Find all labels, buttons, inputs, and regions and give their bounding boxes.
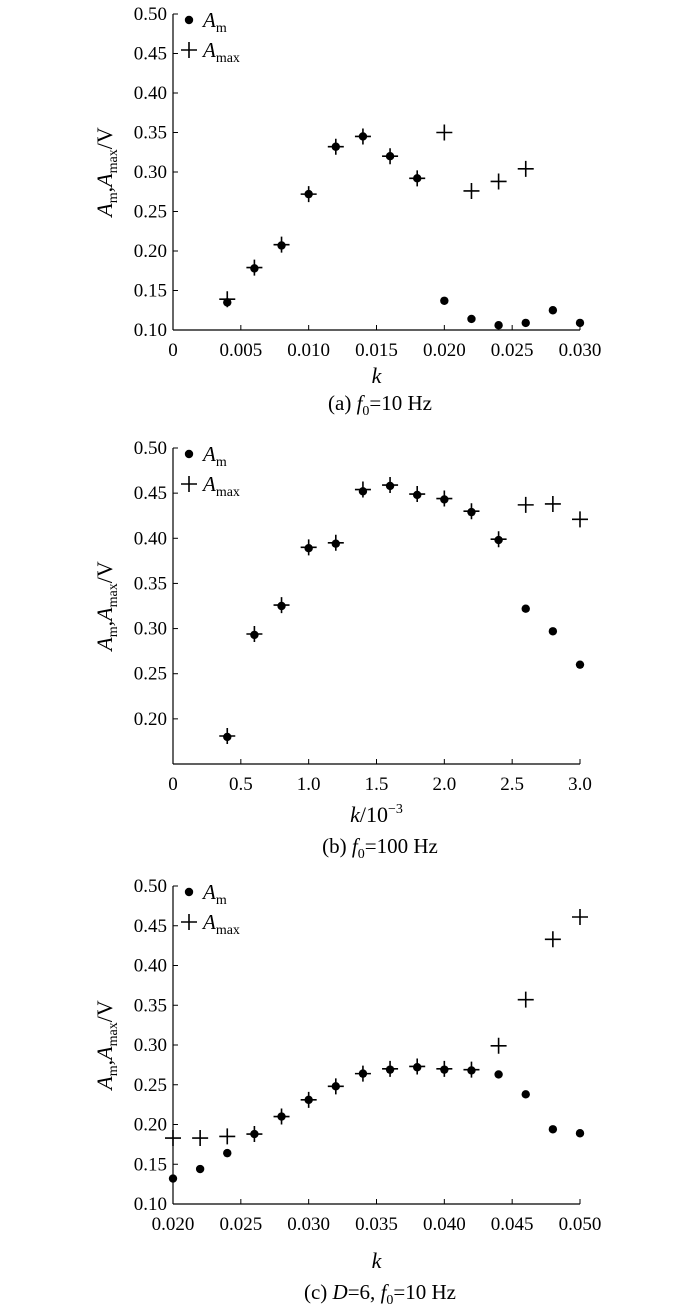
point-amax	[219, 728, 235, 744]
point-amax	[382, 1061, 398, 1077]
legend-label-amax: $A_{max}$	[203, 38, 240, 66]
point-amax	[165, 1130, 181, 1146]
y-tick-label: 0.45	[133, 915, 167, 937]
y-tick-label: 0.20	[133, 708, 167, 730]
point-am	[223, 1149, 231, 1157]
point-amax	[328, 139, 344, 155]
point-amax	[409, 1058, 425, 1074]
y-tick-label: 0.15	[133, 280, 167, 302]
point-am	[522, 319, 530, 327]
point-am	[522, 1090, 530, 1098]
point-amax	[355, 1066, 371, 1082]
y-tick-label: 0.35	[133, 573, 167, 595]
point-amax	[463, 1062, 479, 1078]
legend-dot-icon	[185, 888, 193, 896]
y-tick-label: 0.40	[133, 528, 167, 550]
point-amax	[328, 1078, 344, 1094]
point-am	[549, 627, 557, 635]
point-amax	[518, 161, 534, 177]
point-am	[440, 297, 448, 305]
x-tick-label: 1.5	[364, 774, 389, 795]
point-amax	[436, 491, 452, 507]
point-amax	[382, 148, 398, 164]
legend-plus-icon	[181, 42, 197, 58]
y-tick-label: 0.35	[133, 122, 167, 144]
y-tick-label: 0.25	[133, 663, 167, 685]
x-tick-label: 0.020	[151, 1214, 195, 1235]
point-am	[467, 315, 475, 323]
point-amax	[301, 1092, 317, 1108]
x-axis-label: $k/10^{-3}$	[350, 802, 403, 827]
point-amax	[436, 125, 452, 141]
point-amax	[219, 1128, 235, 1144]
point-amax	[463, 503, 479, 519]
y-tick-label: 0.20	[133, 241, 167, 262]
y-axis-label: $A_m,A_{max}/V$	[92, 127, 121, 217]
y-tick-label: 0.50	[133, 876, 167, 897]
chart-1	[92, 438, 592, 862]
y-tick-label: 0.25	[133, 1074, 167, 1096]
legend	[181, 442, 240, 500]
y-axis-label: $A_m,A_{max}/V$	[92, 1000, 121, 1090]
point-amax	[382, 477, 398, 493]
point-am	[169, 1174, 177, 1182]
point-amax	[274, 1109, 290, 1125]
y-tick-label: 0.30	[133, 162, 167, 183]
point-am	[549, 1125, 557, 1133]
legend-label-am: $A_m$	[203, 8, 227, 36]
point-amax	[301, 186, 317, 202]
point-amax	[409, 170, 425, 186]
x-axis-label: k	[371, 1248, 382, 1273]
point-amax	[491, 1038, 507, 1054]
x-tick-label: 0.050	[558, 1214, 602, 1235]
x-tick-label: 1.0	[296, 774, 321, 795]
x-tick-label: 0.005	[219, 340, 263, 361]
point-amax	[355, 482, 371, 498]
point-amax	[518, 992, 534, 1008]
chart-caption: (b) $f_0=100$ Hz	[322, 834, 438, 862]
legend-label-amax: $A_{max}$	[203, 910, 240, 938]
point-am	[494, 1070, 502, 1078]
point-amax	[274, 597, 290, 613]
point-am	[522, 605, 530, 613]
point-amax	[491, 173, 507, 189]
point-amax	[274, 237, 290, 253]
x-tick-label: 0	[168, 340, 178, 361]
chart-2	[92, 876, 601, 1308]
x-tick-label: 2.5	[500, 774, 525, 795]
point-amax	[246, 260, 262, 276]
legend-label-am: $A_m$	[203, 442, 227, 470]
y-tick-label: 0.50	[133, 4, 167, 25]
x-tick-label: 0.040	[422, 1214, 466, 1235]
point-amax	[219, 291, 235, 307]
point-amax	[491, 531, 507, 547]
y-tick-label: 0.35	[133, 995, 167, 1017]
point-am	[196, 1165, 204, 1173]
point-amax	[545, 496, 561, 512]
legend-dot-icon	[185, 450, 193, 458]
point-amax	[409, 486, 425, 502]
x-tick-label: 0.010	[287, 340, 331, 361]
point-am	[494, 321, 502, 329]
point-amax	[572, 511, 588, 527]
legend-label-amax: $A_{max}$	[203, 472, 240, 500]
point-am	[549, 306, 557, 314]
point-amax	[545, 931, 561, 947]
y-tick-label: 0.45	[133, 483, 167, 505]
point-am	[576, 660, 584, 668]
y-axis-label: $A_m,A_{max}/V$	[92, 561, 121, 651]
y-tick-label: 0.30	[133, 1035, 167, 1056]
point-amax	[355, 128, 371, 144]
y-tick-label: 0.40	[133, 955, 167, 977]
point-am	[576, 1129, 584, 1137]
legend-label-am: $A_m$	[203, 880, 227, 908]
point-amax	[246, 626, 262, 642]
x-axis-label: k	[371, 363, 382, 388]
y-tick-label: 0.25	[133, 201, 167, 223]
point-amax	[301, 539, 317, 555]
y-tick-label: 0.40	[133, 83, 167, 104]
x-tick-label: 0.025	[219, 1214, 263, 1235]
legend-dot-icon	[185, 16, 193, 24]
chart-0	[92, 4, 601, 419]
point-amax	[572, 909, 588, 925]
point-amax	[436, 1061, 452, 1077]
legend	[181, 880, 240, 938]
legend-plus-icon	[181, 476, 197, 492]
legend-plus-icon	[181, 914, 197, 930]
chart-caption: (c) D=6, $f_0=10$ Hz	[303, 1280, 457, 1308]
x-tick-label: 3.0	[568, 774, 592, 795]
x-tick-label: 0	[168, 774, 178, 795]
point-amax	[463, 183, 479, 199]
point-amax	[246, 1126, 262, 1142]
point-amax	[518, 497, 534, 513]
y-tick-label: 0.45	[133, 43, 167, 65]
x-tick-label: 0.020	[422, 340, 466, 361]
y-tick-label: 0.10	[133, 320, 167, 341]
y-tick-label: 0.30	[133, 618, 167, 640]
point-amax	[328, 535, 344, 551]
y-tick-label: 0.10	[133, 1194, 167, 1215]
point-am	[576, 319, 584, 327]
chart-caption: (a) $f_0=10$ Hz	[328, 391, 432, 419]
x-tick-label: 0.035	[355, 1214, 398, 1235]
y-tick-label: 0.20	[133, 1114, 167, 1136]
point-amax	[192, 1130, 208, 1146]
x-tick-label: 0.025	[490, 340, 534, 361]
x-tick-label: 0.015	[355, 340, 398, 361]
x-tick-label: 0.030	[287, 1214, 331, 1235]
y-tick-label: 0.50	[133, 438, 167, 459]
y-tick-label: 0.15	[133, 1154, 167, 1176]
x-tick-label: 0.030	[558, 340, 602, 361]
x-tick-label: 0.5	[228, 774, 253, 795]
x-tick-label: 0.045	[490, 1214, 534, 1235]
x-tick-label: 2.0	[432, 774, 457, 795]
legend	[181, 8, 240, 66]
